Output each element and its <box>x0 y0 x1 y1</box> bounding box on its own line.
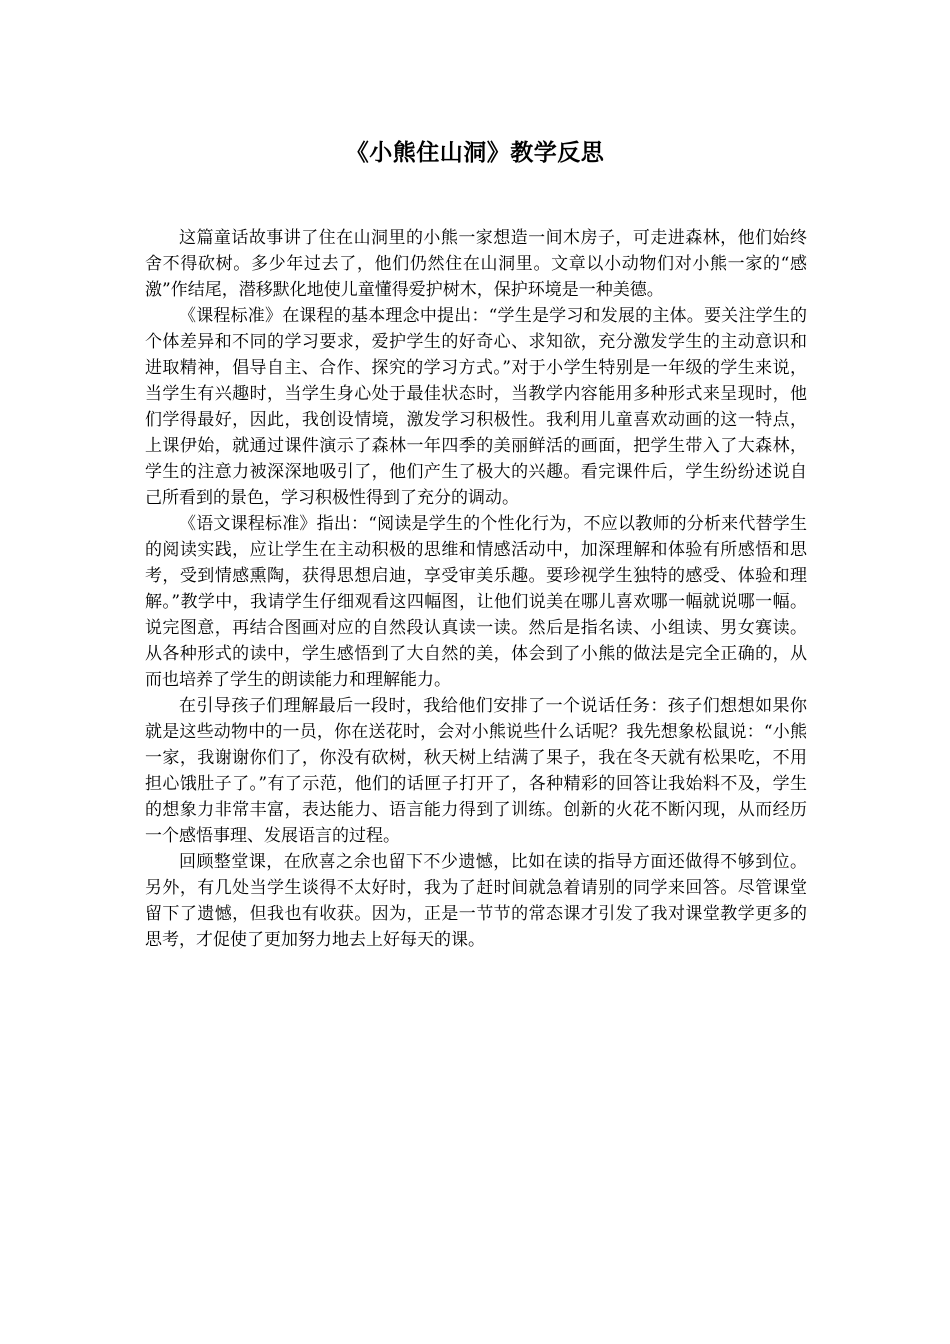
paragraph-4: 在引导孩子们理解最后一段时，我给他们安排了一个说话任务：孩子们想想如果你就是这些动物中的一员，你在送花时，会对小熊说些什么话呢？我先想象松鼠说：“小熊一家，我谢谢你们了，你没有砍树，秋天树上结满了果子，我在冬天就有松果吃，不用担心饿肚子了。”有了示范，他们的话匣子打开了，各种精彩的回答让我始料不及，学生的想象力非常丰富，表达能力、语言能力得到了训练。创新的火花不断闪现，从而经历一个感悟事理、发展语言的过程。 <box>145 696 807 846</box>
document-title: 《小熊住山洞》教学反思 <box>345 140 605 166</box>
document-body <box>145 225 807 953</box>
paragraph-2: 《课程标准》在课程的基本理念中提出：“学生是学习和发展的主体。要关注学生的个体差异和不同的学习要求，爱护学生的好奇心、求知欲，充分激发学生的主动意识和进取精神，倡导自主、合作、探究的学习方式。”对于小学生特别是一年级的学生来说，当学生有兴趣时，当学生身心处于最佳状态时，当教学内容能用多种形式来呈现时，他们学得最好，因此，我创设情境，激发学习积极性。我利用儿童喜欢动画的这一特点，上课伊始，就通过课件演示了森林一年四季的美丽鲜活的画面，把学生带入了大森林，学生的注意力被深深地吸引了，他们产生了极大的兴趣。看完课件后，学生纷纷述说自己所看到的景色，学习积极性得到了充分的调动。 <box>145 306 807 508</box>
paragraph-5: 回顾整堂课，在欣喜之余也留下不少遗憾，比如在读的指导方面还做得不够到位。另外，有几处当学生谈得不太好时，我为了赶时间就急着请别的同学来回答。尽管课堂留下了遗憾，但我也有收获。因为，正是一节节的常态课才引发了我对课堂教学更多的思考，才促使了更加努力地去上好每天的课。 <box>145 852 807 950</box>
paragraph-3: 《语文课程标准》指出：“阅读是学生的个性化行为，不应以教师的分析来代替学生的阅读实践，应让学生在主动积极的思维和情感活动中，加深理解和体验有所感悟和思考，受到情感熏陶，获得思想启迪，享受审美乐趣。要珍视学生独特的感受、体验和理解。”教学中，我请学生仔细观看这四幅图，让他们说美在哪儿喜欢哪一幅就说哪一幅。说完图意，再结合图画对应的自然段认真读一读。然后是指名读、小组读、男女赛读。从各种形式的读中，学生感悟到了大自然的美，体会到了小熊的做法是完全正确的，从而也培养了学生的朗读能力和理解能力。 <box>145 514 807 690</box>
paragraph-1: 这篇童话故事讲了住在山洞里的小熊一家想造一间木房子，可走进森林，他们始终舍不得砍树。多少年过去了，他们仍然住在山洞里。文章以小动物们对小熊一家的“感激”作结尾，潜移默化地使儿童懂得爱护树木，保护环境是一种美德。 <box>145 228 807 300</box>
